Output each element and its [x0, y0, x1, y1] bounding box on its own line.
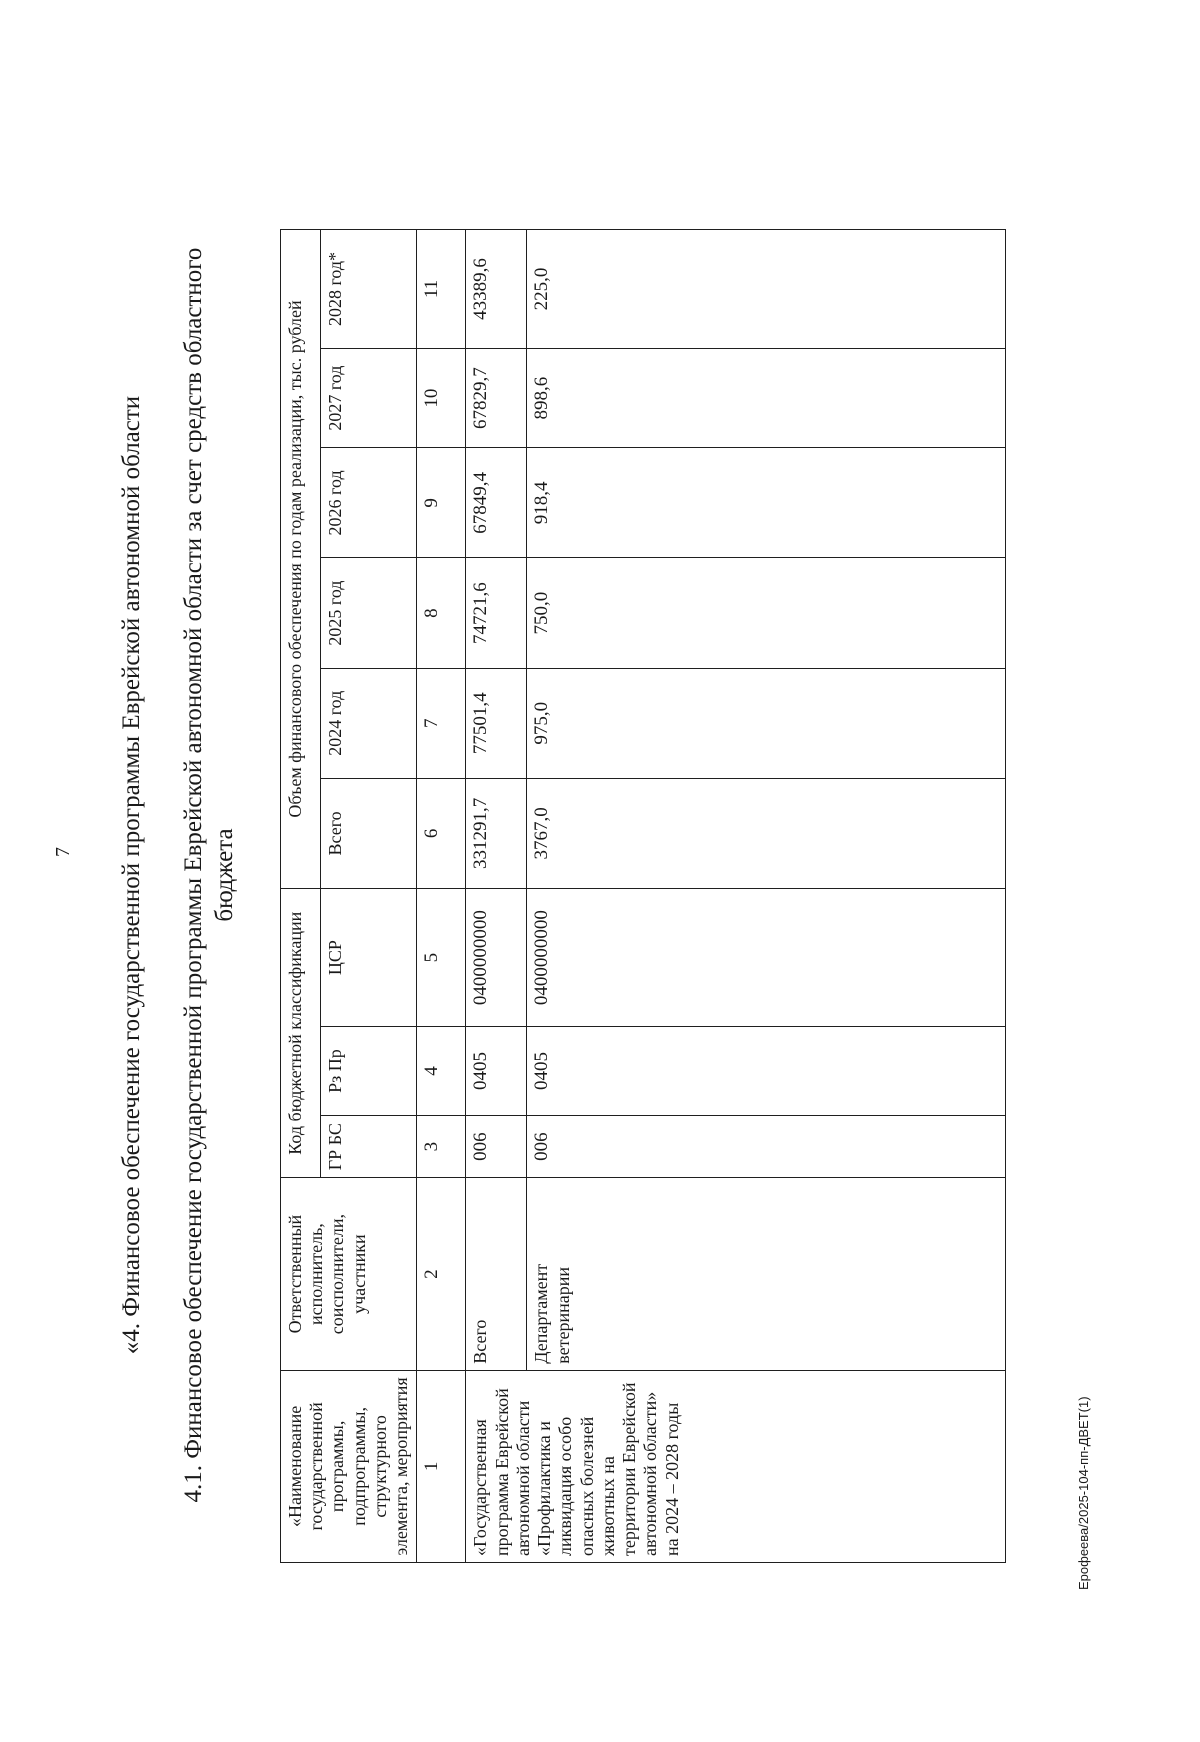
col-num: 9: [417, 448, 466, 558]
y2025-cell: 74721,6: [466, 558, 527, 668]
col-num: 11: [417, 230, 466, 349]
subsection-heading: 4.1. Финансовое обеспечение государственной программы Еврейской автономной области за счет средств областного бюджета: [180, 247, 239, 1503]
header-2026: 2026 год: [321, 448, 417, 558]
header-funding: Объем финансового обеспечения по годам реализации, тыс. рублей: [281, 230, 321, 889]
total-cell: 331291,7: [466, 778, 527, 888]
y2027-cell: 67829,7: [466, 348, 527, 447]
table-header-row-1: [281, 230, 321, 1563]
col-num: 7: [417, 668, 466, 778]
rzpr-cell: 0405: [527, 1027, 1006, 1116]
header-executor: Ответственный исполнитель, соисполнители, участники: [281, 1178, 417, 1370]
column-number-row: [417, 230, 466, 1563]
header-2025: 2025 год: [321, 558, 417, 668]
table-row-department: [527, 230, 1006, 1563]
financing-table: [280, 229, 1006, 1563]
y2026-cell: 67849,4: [466, 448, 527, 558]
header-budget-code: Код бюджетной классификации: [281, 889, 321, 1178]
page-number: 7: [52, 847, 74, 857]
header-rzpr: Рз Пр: [321, 1027, 417, 1116]
grbs-cell: 006: [466, 1115, 527, 1178]
rzpr-cell: 0405: [466, 1027, 527, 1116]
header-2024: 2024 год: [321, 668, 417, 778]
col-num: 8: [417, 558, 466, 668]
y2028-cell: 43389,6: [466, 230, 527, 349]
col-num: 5: [417, 889, 466, 1027]
csr-cell: 0400000000: [466, 889, 527, 1027]
y2024-cell: 77501,4: [466, 668, 527, 778]
executor-cell: Всего: [466, 1178, 527, 1370]
program-name-cell: «Государственная программа Еврейской автономной области «Профилактика и ликвидация особо опасных болезней животных на территории Еврейской автономной области» на 2024 – 2028 годы: [466, 1370, 1006, 1562]
header-name: «Наименование государственной программы, подпрограммы, структурного элемента, мероприятия: [281, 1370, 417, 1562]
col-num: 4: [417, 1027, 466, 1116]
document-code: Ерофеева/2025-104-пп-ДВЕТ(1): [1076, 1396, 1091, 1590]
rotated-page-content: [100, 95, 1100, 1655]
y2028-cell: 225,0: [527, 230, 1006, 349]
executor-cell: Департамент ветеринарии: [527, 1178, 1006, 1370]
header-total: Всего: [321, 778, 417, 888]
csr-cell: 0400000000: [527, 889, 1006, 1027]
table-row-total: [466, 230, 527, 1563]
grbs-cell: 006: [527, 1115, 1006, 1178]
header-grbs: ГР БС: [321, 1115, 417, 1178]
total-cell: 3767,0: [527, 778, 1006, 888]
header-2028: 2028 год*: [321, 230, 417, 349]
y2025-cell: 750,0: [527, 558, 1006, 668]
y2024-cell: 975,0: [527, 668, 1006, 778]
section-heading: «4. Финансовое обеспечение государственной программы Еврейской автономной области: [118, 395, 145, 1355]
col-num: 3: [417, 1115, 466, 1178]
y2027-cell: 898,6: [527, 348, 1006, 447]
col-num: 10: [417, 348, 466, 447]
col-num: 1: [417, 1370, 466, 1562]
y2026-cell: 918,4: [527, 448, 1006, 558]
col-num: 6: [417, 778, 466, 888]
col-num: 2: [417, 1178, 466, 1370]
header-2027: 2027 год: [321, 348, 417, 447]
header-csr: ЦСР: [321, 889, 417, 1027]
